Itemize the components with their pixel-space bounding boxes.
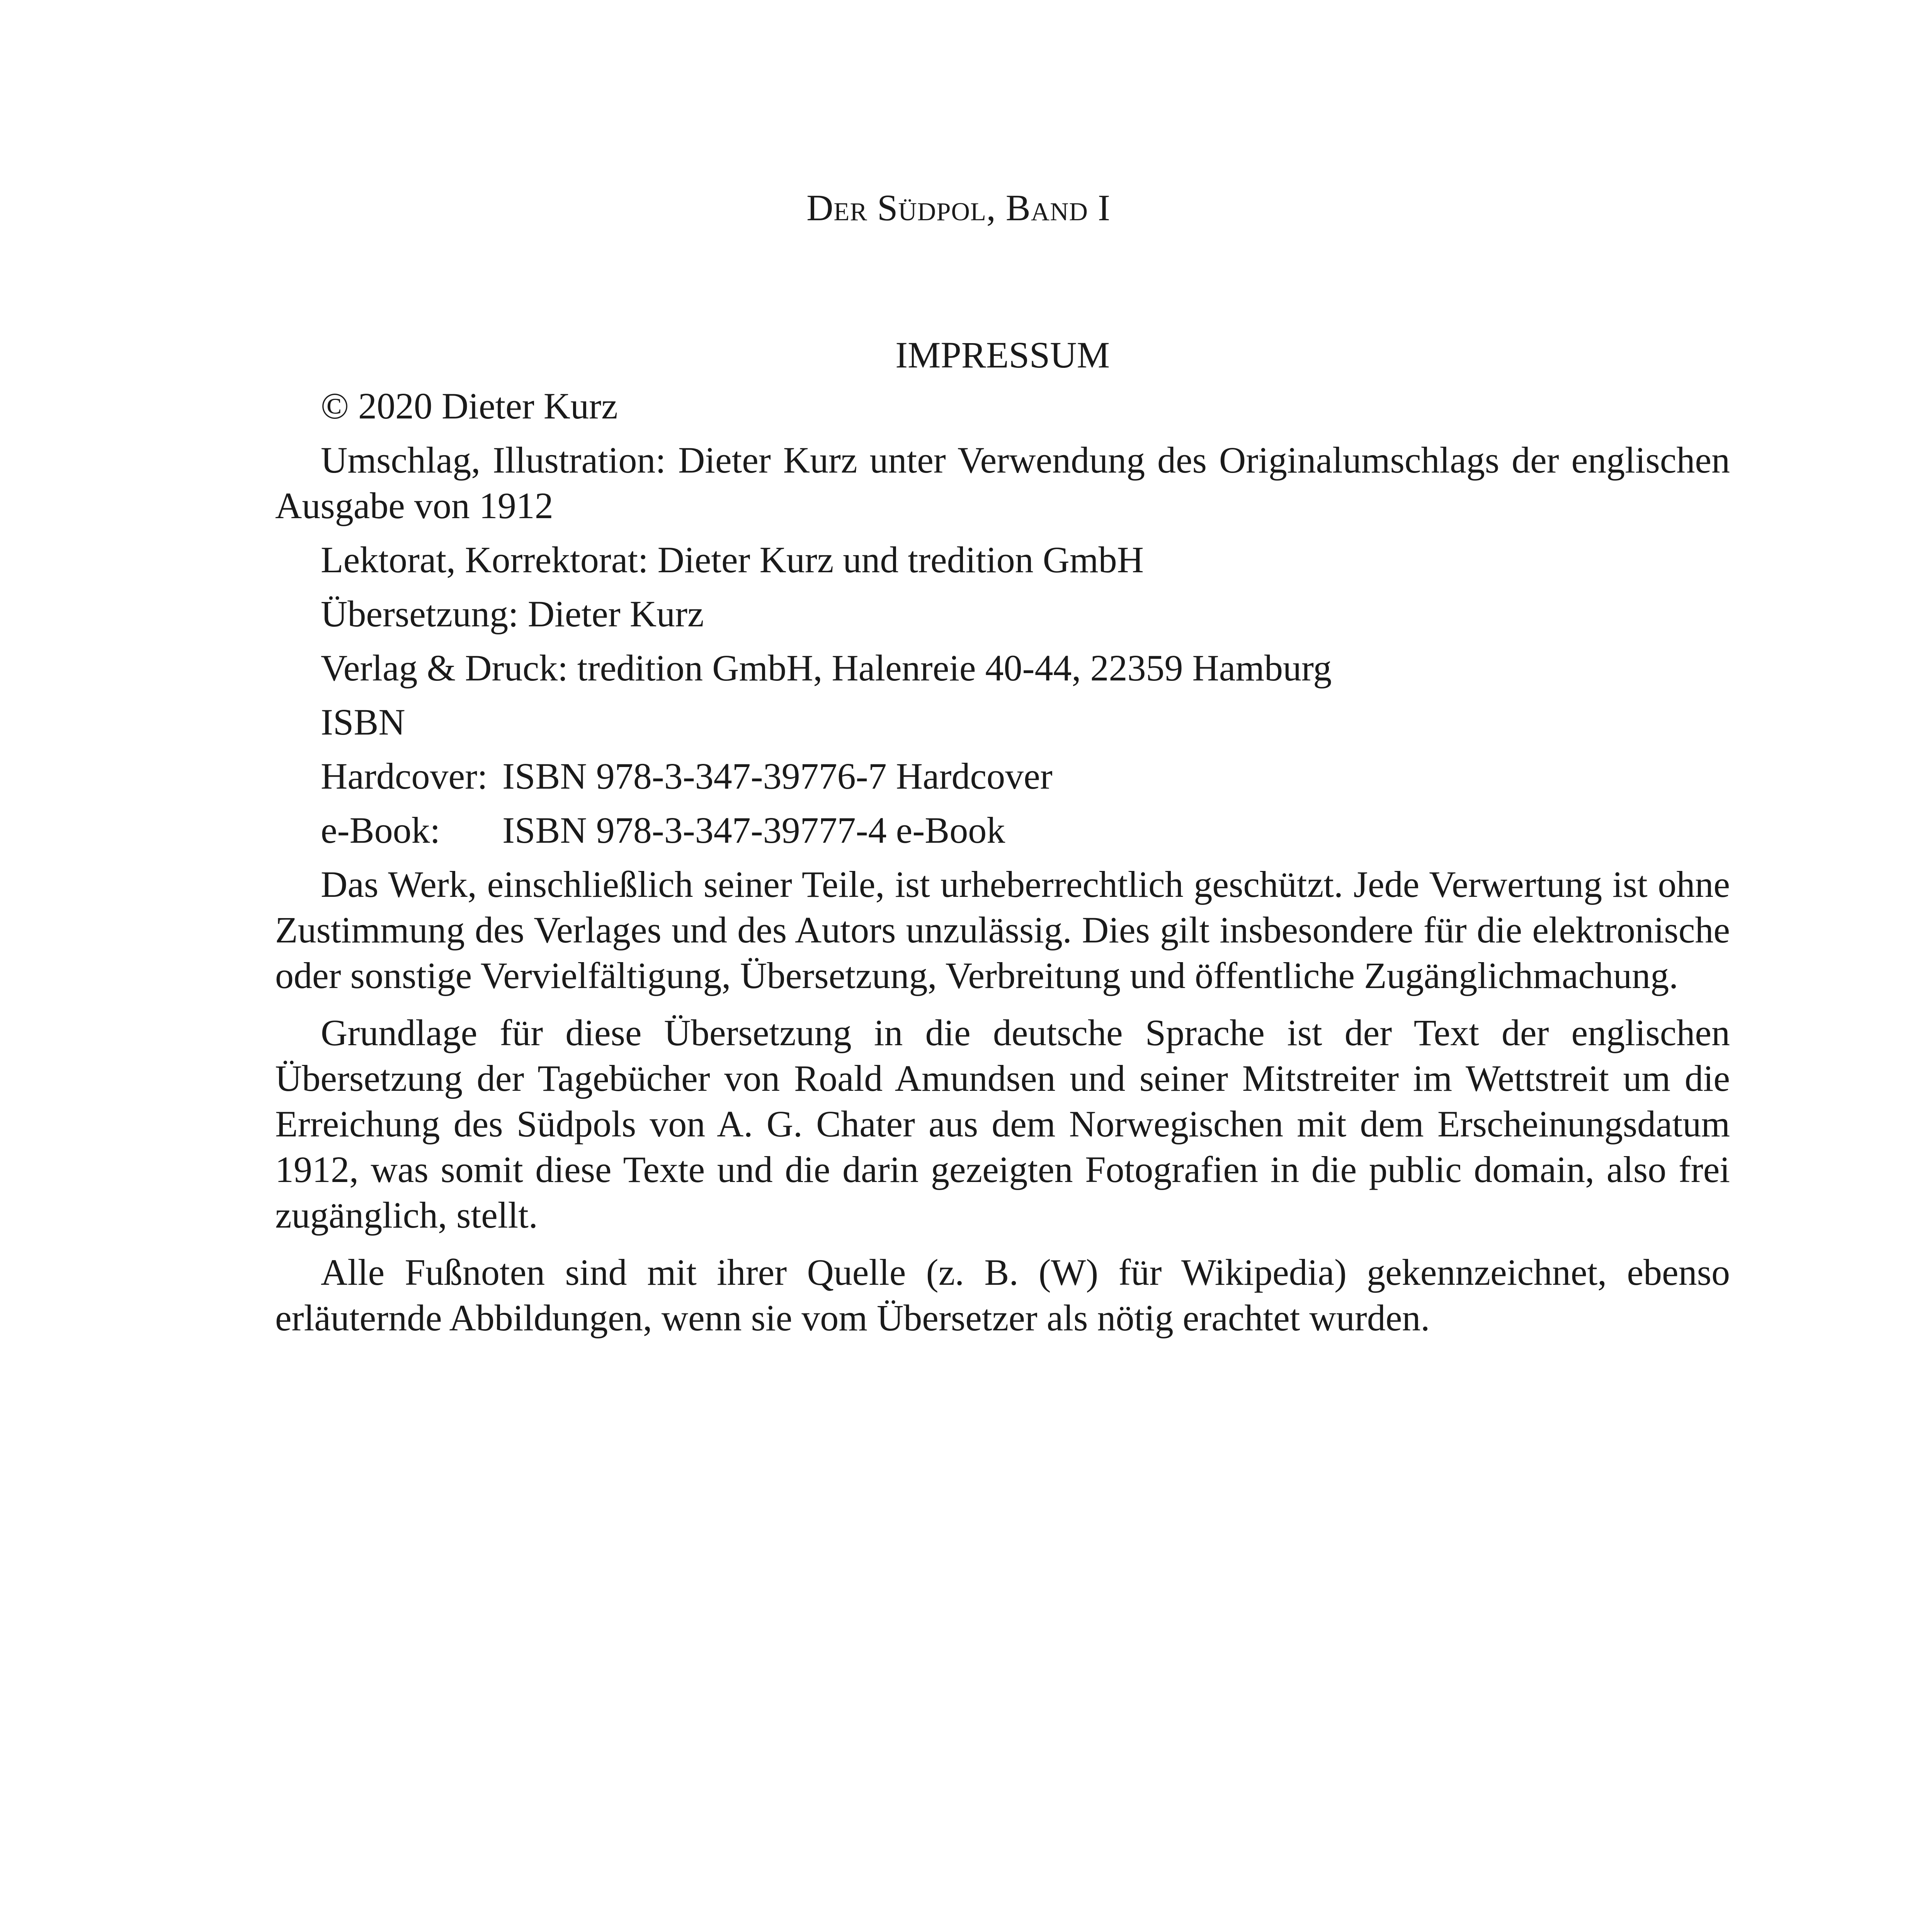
- isbn-value: ISBN 978-3-347-39777-4 e-Book: [502, 810, 1005, 851]
- isbn-label: Hardcover:: [321, 755, 488, 797]
- isbn-title: ISBN: [321, 701, 405, 743]
- editing-credit-line: Lektorat, Korrektorat: Dieter Kurz und tredition GmbH: [321, 539, 1144, 580]
- isbn-entry-hardcover: [321, 753, 1730, 799]
- publisher-line: Verlag & Druck: tredition GmbH, Halenreie 40-44, 22359 Hamburg: [321, 647, 1332, 689]
- isbn-entry-ebook: [321, 808, 1730, 853]
- running-head: Der Südpol, Band I: [806, 187, 1111, 228]
- footnote-paragraph: Alle Fußnoten sind mit ihrer Quelle (z. B. (W) für Wikipedia) gekennzeichnet, ebenso erläuternde Abbildungen, wenn sie vom Übersetzer als nötig erachtet wurden.: [275, 1252, 1730, 1338]
- source-paragraph: Grundlage für diese Übersetzung in die deutsche Sprache ist der Text der englischen Übersetzung der Tagebücher von Roald Amundsen und seiner Mitstreiter im Wettstreit um die Erreichung des Südpols von A. G. Chater aus dem Norwegischen mit dem Erscheinungsdatum 1912, was somit diese Texte und die darin gezeigten Fotografien in die public domain, also frei zugänglich, stellt.: [275, 1012, 1730, 1236]
- impressum-block: [275, 332, 1730, 1352]
- copyright-notice-paragraph: Das Werk, einschließlich seiner Teile, ist urheberrechtlich geschützt. Jede Verwertung ist ohne Zustimmung des Verlages und des Autors unzulässig. Dies gilt insbesondere für die elektronische oder sonstige Vervielfältigung, Übersetzung, Verbreitung und öffentliche Zugänglichmachung.: [275, 864, 1730, 996]
- impressum-heading: IMPRESSUM: [895, 334, 1110, 376]
- isbn-label: e-Book:: [321, 810, 441, 851]
- translation-credit-line: Übersetzung: Dieter Kurz: [321, 593, 704, 634]
- isbn-value: ISBN 978-3-347-39776-7 Hardcover: [502, 755, 1053, 797]
- cover-credit-line: Umschlag, Illustration: Dieter Kurz unter Verwendung des Originalumschlags der englischen Ausgabe von 1912: [275, 439, 1730, 526]
- copyright-line: © 2020 Dieter Kurz: [321, 385, 618, 427]
